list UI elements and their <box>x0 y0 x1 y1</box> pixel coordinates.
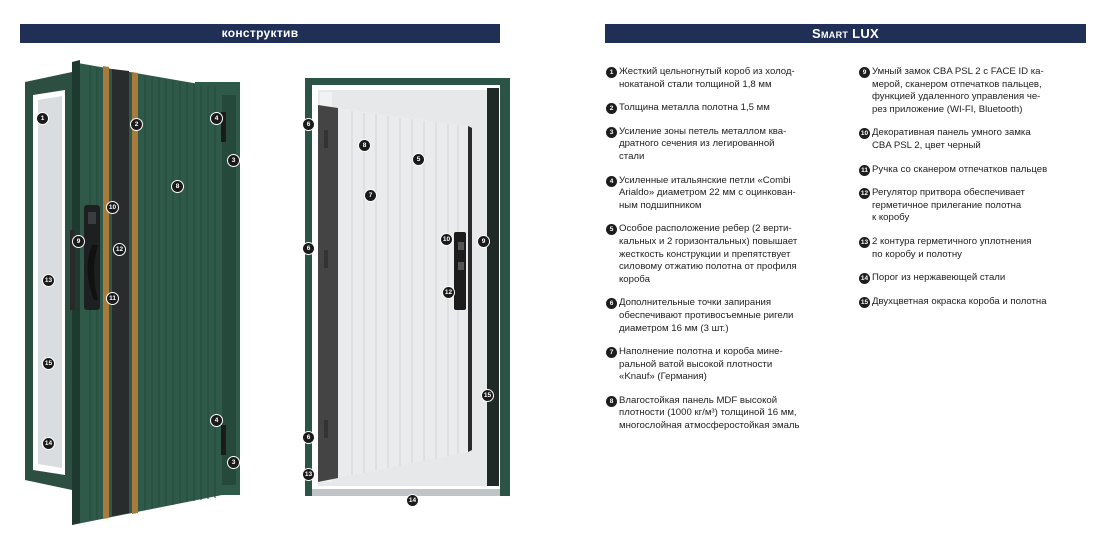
feature-text: Жесткий цельногнутый короб из холод- нокатаной стали толщиной 1,8 мм <box>619 66 795 90</box>
feature-number: 13 <box>860 238 869 246</box>
feature-text: Порог из нержавеющей стали <box>872 272 1006 284</box>
feature-number: 1 <box>606 67 617 78</box>
feature-number: 9 <box>859 67 870 78</box>
feature-text: Влагостойкая панель MDF высокой плотности (1000 кг/м³) толщиной 16 мм, многослойная атмосферостойкая эмаль <box>619 394 800 432</box>
callout-badge: 4 <box>210 414 223 427</box>
callout-badge: 3 <box>227 456 240 469</box>
features-column-2 <box>859 66 1091 308</box>
callout-badge: 9 <box>72 235 85 248</box>
feature-number: 2 <box>606 103 617 114</box>
callout-badge: 9 <box>477 235 490 248</box>
feature-text: Ручка со сканером отпечатков пальцев <box>872 163 1048 175</box>
feature-item <box>859 127 1091 152</box>
features-column-1 <box>606 66 846 433</box>
callout-badge: 10 <box>106 201 119 214</box>
feature-item <box>606 297 846 335</box>
feature-number: 3 <box>606 127 617 138</box>
feature-number: 5 <box>606 224 617 235</box>
feature-number: 15 <box>860 298 869 306</box>
feature-text: Наполнение полотна и короба мине- ральной ватой высокой плотности «Knauf» (Германия) <box>619 346 783 383</box>
feature-text: Умный замок CBA PSL 2 с FACE ID ка- мерой, сканером отпечатков пальцев, функцией удаленного управления че- рез приложение (WI-FI, Bluetooth) <box>872 66 1044 115</box>
callout-badge: 5 <box>412 153 425 166</box>
feature-item <box>859 296 1091 309</box>
feature-text: Усиленные итальянские петли «Combi Arialdo» диаметром 22 мм с оцинкован- ным подшипником <box>619 174 796 211</box>
callout-badge: 1 <box>36 112 49 125</box>
callout-badge: 7 <box>364 189 377 202</box>
callout-badge: 8 <box>171 180 184 193</box>
feature-number: 14 <box>860 275 869 283</box>
callout-badge: 6 <box>302 118 315 131</box>
callout-badge: 13 <box>42 274 55 287</box>
feature-text: Толщина металла полотна 1,5 мм <box>619 102 770 114</box>
feature-number: 10 <box>860 130 869 138</box>
feature-item <box>606 66 846 91</box>
callout-badge: 14 <box>42 437 55 450</box>
feature-number: 4 <box>606 176 617 187</box>
feature-number: 8 <box>606 396 617 407</box>
callout-badge: 12 <box>113 243 126 256</box>
smart-lux-header: Smart LUX <box>605 24 1086 43</box>
callout-badge: 6 <box>302 431 315 444</box>
feature-item <box>859 236 1091 261</box>
feature-item <box>606 175 846 213</box>
feature-item <box>606 223 846 286</box>
construction-header: конструктив <box>20 24 500 43</box>
callout-badge: 13 <box>302 468 315 481</box>
feature-text: 2 контура герметичного уплотнения по коробу и полотну <box>872 235 1032 260</box>
feature-item <box>606 395 846 433</box>
callout-badge: 15 <box>42 357 55 370</box>
callout-badge: 12 <box>442 286 455 299</box>
feature-number: 11 <box>859 165 870 176</box>
feature-text: Регулятор притвора обеспечивает герметичное прилегание полотна к коробу <box>872 187 1025 224</box>
feature-number: 6 <box>606 298 617 309</box>
feature-text: Дополнительные точки запирания обеспечивают противосъемные ригели диаметром 16 мм (3 шт.) <box>619 297 794 334</box>
feature-number: 12 <box>860 190 869 198</box>
feature-item <box>606 126 846 164</box>
feature-item <box>859 187 1091 225</box>
feature-number: 7 <box>606 347 617 358</box>
feature-text: Особое расположение ребер (2 верти- кальных и 2 горизонтальных) повышает жесткость конструкции и препятствует силовому отжатию полотна от профиля короба <box>619 223 798 285</box>
feature-item <box>859 164 1091 177</box>
callout-badge: 8 <box>358 139 371 152</box>
feature-item <box>606 102 846 115</box>
feature-item <box>606 346 846 384</box>
feature-text: Декоративная панель умного замка CBA PSL 2, цвет черный <box>872 127 1031 151</box>
feature-item <box>859 66 1091 116</box>
callout-badge: 10 <box>440 233 453 246</box>
feature-item <box>859 272 1091 285</box>
feature-text: Усиление зоны петель металлом ква- дратного сечения из легированной стали <box>619 125 787 162</box>
callout-badge: 14 <box>406 494 419 507</box>
feature-text: Двухцветная окраска короба и полотна <box>872 295 1047 307</box>
callout-badge: 11 <box>106 292 119 305</box>
callout-badge: 15 <box>481 389 494 402</box>
callout-badge: 3 <box>227 154 240 167</box>
callout-badge: 2 <box>130 118 143 131</box>
callout-badge: 6 <box>302 242 315 255</box>
callout-badge: 4 <box>210 112 223 125</box>
